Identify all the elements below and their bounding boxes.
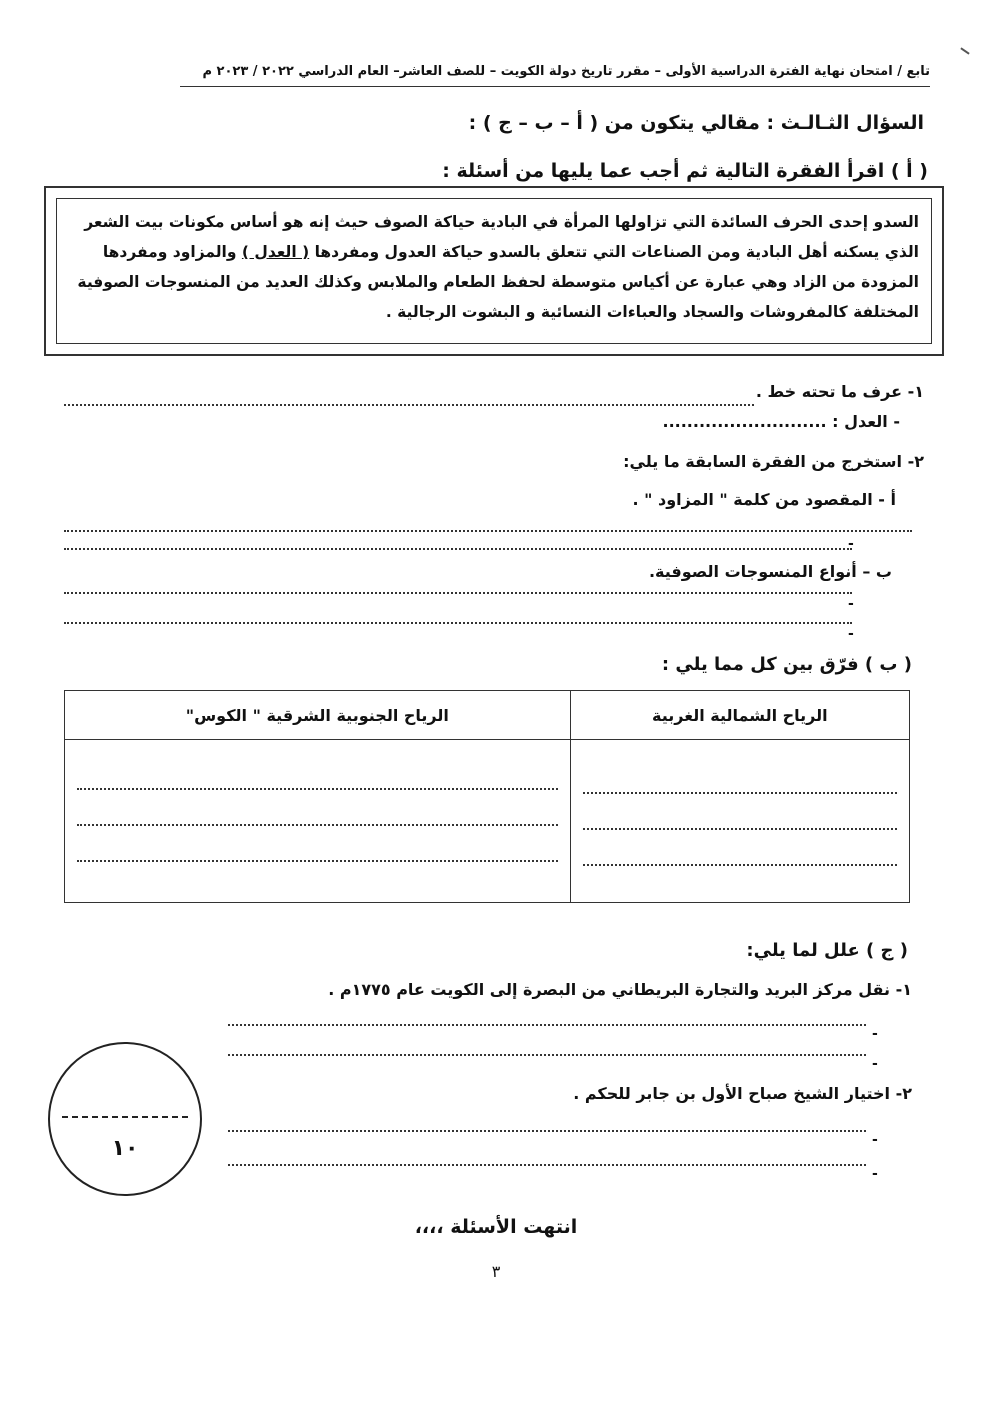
answer-dash: - <box>848 536 854 552</box>
answer-line[interactable] <box>583 764 897 794</box>
question-a2-b: ب – أنواع المنسوجات الصوفية. <box>648 562 892 581</box>
answer-line[interactable] <box>77 832 558 862</box>
score-total: ١٠ <box>111 1136 139 1161</box>
answer-cell-southeast[interactable] <box>65 740 571 903</box>
score-blank[interactable] <box>62 1116 188 1118</box>
column-header-northwest: الرياح الشمالية الغربية <box>570 691 909 740</box>
question-a2: ٢- استخرج من الفقرة السابقة ما يلي: <box>623 452 924 471</box>
passage-line: السدو إحدى الحرف السائدة التي تزاولها المرأة في البادية حياكة الصوف حيث إنه هو أساس مكونات بيت الشعر <box>84 213 919 231</box>
answer-line[interactable] <box>228 1164 866 1166</box>
answer-line[interactable] <box>228 1130 866 1132</box>
end-of-questions: انتهت الأسئلة ،،،، <box>414 1216 578 1238</box>
corner-mark <box>960 47 969 54</box>
answer-line[interactable] <box>228 1054 866 1056</box>
section-c-heading: ( ج ) علل لما يلي: <box>746 940 908 961</box>
question-a1-term: - العدل : ........................... <box>662 412 900 431</box>
answer-dash: - <box>872 1132 878 1148</box>
section-a-heading: ( أ ) اقرأ الفقرة التالية ثم أجب عما يليها من أسئلة : <box>442 160 928 182</box>
answer-dash: - <box>872 1026 878 1042</box>
answer-line[interactable] <box>64 592 852 594</box>
underlined-term: ( العدل ) <box>241 243 310 261</box>
answer-line[interactable] <box>583 800 897 830</box>
answer-line[interactable] <box>77 760 558 790</box>
question-a1: ١- عرف ما تحته خط . <box>755 382 924 401</box>
answer-cell-northwest[interactable] <box>570 740 909 903</box>
answer-dash: - <box>848 626 854 642</box>
column-header-southeast: الرياح الجنوبية الشرقية " الكوس" <box>65 691 571 740</box>
answer-dash: - <box>872 1056 878 1072</box>
answer-line[interactable] <box>64 548 852 550</box>
answer-dash: - <box>848 596 854 612</box>
passage-line: المختلفة كالمفروشات والسجاد والعباءات النسائية و البشوت الرجالية . <box>385 303 919 321</box>
answer-line[interactable] <box>64 622 852 624</box>
answer-line[interactable] <box>77 796 558 826</box>
answer-line[interactable] <box>64 530 912 532</box>
exam-header: تابع / امتحان نهاية الفترة الدراسية الأولى – مقرر تاريخ دولة الكويت – للصف العاشر– العام الدراسي ٢٠٢٢ / ٢٠٢٣ م <box>202 64 930 79</box>
question-title: السؤال الثـالـث : مقالي يتكون من ( أ – ب – ج ) : <box>468 112 924 134</box>
answer-line[interactable] <box>228 1024 866 1026</box>
passage-line: المزودة من الزاد وهي عبارة عن أكياس متوسطة لحفظ الطعام والملابس وكذلك العديد من المنسوجات الصوفية <box>77 273 919 291</box>
answer-line[interactable] <box>583 836 897 866</box>
passage-box <box>44 186 944 356</box>
answer-dash: - <box>872 1166 878 1182</box>
comparison-table <box>64 690 910 903</box>
passage-text <box>56 198 932 344</box>
passage-line: الذي يسكنه أهل البادية ومن الصناعات التي تتعلق بالسدو حياكة العدول ومفردها ( العدل ) والمزاود ومفردها <box>102 243 919 261</box>
header-rule <box>180 86 930 87</box>
page-number: ٣ <box>491 1262 501 1281</box>
section-b-heading: ( ب ) فرّق بين كل مما يلي : <box>661 654 912 675</box>
question-c2: ٢- اختيار الشيخ صباح الأول بن جابر للحكم . <box>573 1084 912 1103</box>
answer-line[interactable] <box>64 404 754 406</box>
question-c1: ١- نقل مركز البريد والتجارة البريطاني من البصرة إلى الكويت عام ١٧٧٥م . <box>328 980 912 999</box>
score-circle <box>48 1042 202 1196</box>
question-a2-a: أ - المقصود من كلمة " المزاود " . <box>632 490 896 509</box>
